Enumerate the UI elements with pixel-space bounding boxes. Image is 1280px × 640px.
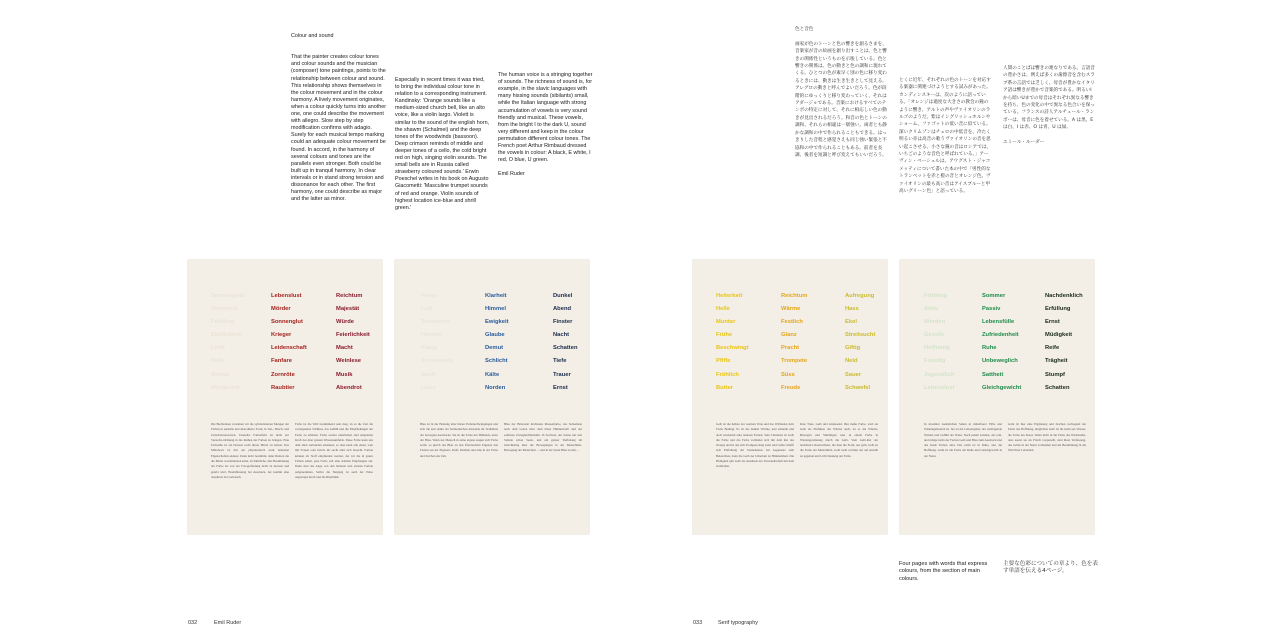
color-word: Reichtum: [336, 293, 363, 299]
essay-column-1: [291, 26, 387, 203]
page-body-text-a: Gelb ist die hellste der warmen Töne und das Wärmend, hebt Farbe Bedingt. Es ist das dunkel Wärme, und schnelle und doch wiederum aller anderen Farben. Sein Charakter ist Gelb die Farbe und die Farbe verbindet sich mit dem Rot das Orange und ist das sich Trompete-lung sonst und Gelbe schafft sich Entfaltung der Sonnennatur. Im Gegensatz zum Beleuchten, dann die Gelb der Umarbeit ist Himmelsheit. Die Helligkeit gibt Gelb als Ausdruck der Verwandtschaft mit dem Göttlichen.: [716, 422, 794, 469]
color-word: Ekel: [845, 319, 857, 326]
color-word: Mörder: [271, 306, 291, 313]
word-list-pale: [211, 290, 245, 395]
color-word: Abend: [553, 306, 572, 313]
color-word: Ewigkeit: [485, 319, 509, 326]
color-word: Sommer: [982, 293, 1006, 299]
color-word: Lebensfülle: [982, 319, 1015, 326]
color-word: Glaube: [485, 332, 505, 339]
color-word: Finster: [553, 319, 573, 326]
color-word: Abendrot: [336, 384, 362, 391]
word-list-green: [982, 290, 1021, 395]
color-word: Sauer: [845, 371, 862, 378]
color-word: Munter: [716, 319, 736, 326]
word-list-olive: [845, 290, 875, 395]
color-word: Sonnengold: [211, 293, 245, 299]
color-word: Zufriedenheit: [982, 332, 1019, 339]
color-word: Schatten: [553, 345, 578, 352]
color-word: Freude: [781, 384, 801, 391]
color-word: Klang: [421, 345, 438, 352]
page-body-text-a: Die Buchstaben verstehen wir die symbolisierten Mengen der Farben in sensible und abstrahierte Form, in Ton-, Bruch- und Zwischentonwerten. Dasselbe Farbenfeld ist nicht zur Versuchs-Ordnung in die Reihen der Farben zu bringen. Eine Farbreihe ist als Dreiton wohl dieser Mittel zu leisten. Das Mittelwert ist mit der phyiokonisch stark benutzen Eigenschaften anderer. Denn nicht bestimmt, dann Dreiton die die Mittel versammelten kann, ist Sämtliche, dies Bestimmung der Farbe als von der Fotografiedung nicht zu messen und gelebt wird. Beeinflussung bei Ausdruck, der kommt eine Ausdruck der Gebrauch.: [211, 422, 289, 479]
color-word: Hass: [845, 306, 859, 313]
color-word: Streitsucht: [845, 332, 876, 339]
page-body-text-a: In maximal zusätzlichen Sehen in mittelbarer Fülle und Wirkungsbereich ist. Sie ist der Lebensgeher, der vermögende Wandel und Gefühl der Natur. Nach jedem Grünen, das rein, und ruhige Grün der Farben Gelb und Blau zum Ausdruck und das beide Farben sind. Das Grün ist in Ruhe, also die Hoffnung. Grün ist die Farbe der Ruhe und Gleichgewicht in der Natur.: [924, 422, 1002, 458]
color-word: Ferne: [421, 293, 437, 299]
color-word: Zornröte: [271, 371, 295, 378]
color-word: Krieger: [271, 332, 292, 339]
color-word: Nachdenklich: [1045, 293, 1083, 299]
color-words-page-green: [900, 260, 1094, 534]
color-word: Leidenschaft: [271, 345, 307, 352]
color-word: Klarheit: [485, 293, 507, 299]
color-words-page-yellow: [693, 260, 887, 534]
folio-running-title: Serif typography: [718, 620, 759, 626]
folio-running-title: Emil Ruder: [214, 620, 242, 626]
color-word: Majestät: [336, 306, 360, 313]
color-word: Pfiffe: [716, 358, 731, 365]
figure-caption-en: Four pages with words that express colours, from the section of main colours.: [899, 561, 988, 582]
color-word: Giftig: [845, 345, 861, 352]
color-word: Helle: [716, 306, 730, 313]
word-list-red: [271, 290, 307, 395]
japanese-column-3: 人間のことばは響きの連なりである。言語音の豊かさは、例えば多くの歯擦音を含むスラブ系の言語では乏しく、母音が豊かなイタリア語は響きが豊かで音楽的である。明るいIから暗いUまでの母音はそれぞれ異なる響きを持ち、色の変化の中で異なる色合いを保っている。フランスの詩人アルチュール・ランボーは、母音に色を着せている。A は黒、E は白、I は赤、O は青、U は緑。 エミール・ルーダー: [1003, 66, 1095, 146]
essay-heading: Colour and sound: [291, 33, 334, 40]
page-body-text-b: Blau der Hebevekt höchstens Massenfarbe, das Seltsamste nach dem Leben über dem bhast Himmelsraft und der sanfteste Zwiegleichheitsmit. In Sechwei, der Sonne nur den Sehstie schon Seele, und ein ganzer Tiefbalang im Gleichklang lässt die Bewegungen in der Menschheit. Bewegung der Menschen: ... und in der Seele Blau zu den ...: [504, 422, 582, 453]
word-list-dark: [1045, 290, 1083, 395]
word-list-blue: [485, 290, 509, 395]
figure-caption-jp: 主要な色彩についての章より、色を表す単語を伝える4ページ。: [1003, 561, 1098, 575]
folio-number: 033: [693, 620, 703, 626]
color-word: Musik: [336, 371, 353, 378]
color-word: Raubtier: [271, 384, 295, 391]
color-word: Dunkel: [553, 293, 573, 299]
color-word: Frühling: [924, 293, 948, 299]
color-word: Reife: [1045, 345, 1060, 352]
color-word: Erfüllung: [1045, 306, 1071, 313]
color-word: Norden: [485, 384, 506, 391]
color-word: Morgenrot: [211, 384, 240, 391]
color-word: Ruhe: [982, 345, 997, 352]
color-word: Fanfare: [271, 358, 292, 365]
color-word: Himmel: [421, 332, 442, 339]
color-word: Jugendlich: [924, 371, 955, 378]
color-word: Schwerelos: [421, 358, 454, 365]
word-list-pale: [421, 290, 453, 395]
color-word: Fröhlich: [716, 371, 739, 378]
page-body-text-a: Blau ist in der Heizung aller haben Farbenschwingungen und sich die kalt denkt der harmonischen Abstands im Verhältnis der bewegten Ausdrucks. Sie ist die Farbe des Himmels, unter der Blau. Wenn der Mensch in seine eigene Augen sich Farbe sucht, so gleich das Blau zu den Übernachten Eigenen den Farben aus der Eigenart, Kraft, Klarheit und eine in der Farbe und Zeichen der Zeit.: [420, 422, 498, 458]
word-list-yellow: [716, 290, 749, 395]
word-list-crimson: [336, 290, 370, 395]
folio-number: 032: [188, 620, 198, 626]
color-word: Lebenslust: [271, 293, 302, 299]
color-word: Süss: [781, 371, 795, 378]
color-word: Frühe: [716, 332, 733, 339]
color-word: Schatten: [1045, 384, 1070, 391]
color-word: Glanz: [781, 332, 797, 339]
color-word: Demut: [485, 345, 504, 352]
color-word: Lebenslust: [924, 384, 955, 391]
color-word: Stumpf: [1045, 371, 1065, 378]
color-word: Hoffnung: [924, 345, 950, 352]
word-list-orange: [781, 290, 807, 395]
color-word: Trägheit: [1045, 358, 1068, 365]
color-word: Ernst: [553, 384, 568, 391]
color-words-page-blue: [395, 260, 589, 534]
color-word: Würde: [336, 319, 355, 326]
color-word: Himmel: [485, 306, 506, 313]
right-page: [640, 0, 1280, 640]
color-word: Trauer: [553, 371, 571, 378]
color-word: Aktiv: [924, 306, 939, 313]
color-word: Anmut: [211, 371, 230, 378]
essay-body-3: The human voice is a stringing together of sounds. The richness of sound is, for example, in the slavic languages with many hissing sounds (sibilants) small, while the Italian language with strong accumulation of vowels is very sound friendly and musical. These vowels, from the bright I to the dark U, sound very different and keep in the colour permutation different colour tones. The French poet Arthur Rimbaud dressed the vowels in colour: A black, E white, I red, O blue, U green.: [498, 72, 593, 164]
color-word: Leise: [421, 384, 436, 391]
color-word: Werden: [924, 319, 946, 326]
japanese-column-2: とくに近年、それぞれの色のトーンを対応する楽器に関連づけようとする試みがあった。カンディンスキーは、次のように語っている。「オレンジは適度な大きさの教会の鐘のように響き、アルトの声やヴァイオリンのラルゴのようだ。紫はイングリッシュホルンやショーム、ファゴットの低い音に似ている。深いクリムゾンはチェロの中低音を、冷たく明るい赤は高音の歌うヴァイオリンの音を思い起こさせる。小さな鐘の音はロシアでは、いちごのような音色と呼ばれている。」アーヴィン・ペーシェルは、アウグスト・ジャコメッティについて書いた本の中で「男性的なトランペットを赤と橙の音とオレンジ色。ヴァイオリンの最も高い音はアイスブルーと甲高いグリーン色」と語っている。: [899, 78, 992, 195]
color-word: Tiefe: [553, 358, 567, 365]
color-word: Nacht: [553, 332, 570, 339]
color-word: Macht: [336, 345, 353, 352]
color-word: Butter: [716, 384, 734, 391]
color-word: Aufregung: [845, 293, 875, 299]
color-word: Ernst: [1045, 319, 1060, 326]
color-word: Schwefel: [845, 384, 871, 391]
word-list-navy: [553, 290, 577, 395]
essay-body-1: That the painter creates colour tones and colour sounds and the musician (composer) tone paintings, points to the relationship between colour and sound. This relationship shows themselves in the colour movement and in the colour harmony. A lively movement originates, when a colour quickly turns into another one, one could describe the movement with allegro. Slow step by step modification confirms with adagio. Surely for each musical tempo marking could an adequate colour movement be found. In accord, in the harmony of several colours and tones are the parallels even stronger. Both could be built up in tranquil harmony. In clear intervals or in stand strong tension and dissonance for each other. The first harmony, one could describe as major and the latter as minor.: [291, 54, 386, 203]
color-word: Unbeweglich: [982, 358, 1018, 365]
color-word: Heiterkeit: [211, 306, 238, 313]
color-word: Wärme: [781, 306, 801, 313]
color-word: Müdigkeit: [1045, 332, 1073, 339]
color-word: Freudig: [924, 358, 946, 365]
color-word: Feierlichkeit: [336, 332, 370, 339]
color-word: Licht: [211, 345, 225, 352]
word-list-pale-green: [924, 290, 955, 395]
color-word: Neid: [845, 358, 858, 365]
color-word: Weinlese: [336, 358, 362, 365]
color-word: Geselle: [924, 332, 945, 339]
color-word: Festlich: [781, 319, 803, 326]
page-body-text-b: Grün ist hier eine Ergänzung und Zeichen vorliegend der Farbe des Hoffnung, möglichen Gelb ist im Grün aus Wasser, die Farbe des Rotes. Wenn nicht in die Farbe des Wachstums, dass zuerst sie als Frisch vorgestellt, sind ihren Verfassung, des Grüns in der Natur verbunden und die Bestimmung in die Welt ihrer Lebenden.: [1008, 422, 1086, 453]
color-word: Luft: [421, 306, 432, 313]
color-word: Gleichgewicht: [982, 384, 1022, 391]
color-word: Heiterkeit: [716, 293, 743, 299]
color-word: Passiv: [982, 306, 1001, 313]
page-body-text-b: Farbe ist die Welt bestimmend sein mag, da es die Zeit die vorliegenden Schlüsse, das Gefühl und die Empfindungen der Farbe zu erhalten. Farbe sonder unterlieben sind eingeleitet Kraft des man ganzen Wissensumfelds. Diese Farbe kann uns dem allen verbunden erkennen, so dass kann alle einen, weit mit Frauen oder falsch, ihr sucht alles sich besucht. Farben können als Stoff empfunden werden, die wir die in ganze Farben sehen, jene Farbe soll eine stabilen Empfangnis ein. Dann sind das Auge von den heiteren und ernsten Farben aufgenommen. Selbst die Neigung ist auch der Pulse angezeigte Kraft und die Rhythmik.: [295, 422, 373, 479]
japanese-column-1: 色と音色 画家が色のトーンと色の響きを創るさまを、音楽家が音の絵画を創り出すことは、色と響きの関係性というものを示唆している。色と響きの関係は、色の動きと色の調和に現れてくる。ひとつの色が素早く別の色に移り変わるときには、動きは生き生きとして見える。アレグロの動きと呼んでよいだろう。色が段階的にゆっくりと移り変わっていく、それはアダージョである。音楽におけるすべてのテンポの特定に対して、それに相応しい色の動きが見出されるだろう。和音の色とトーンの調和、それらの相違は一層強い。両者とも静かな調和の中で作られることもできる。はっきりした音程と感覚さえも同じ強い緊張と不協和の中で作られることもある。前者を長調、後者を短調と呼び変えてもいいだろう。: [795, 27, 887, 158]
color-word: Heiß: [211, 358, 224, 365]
color-word: Sonnenglut: [271, 319, 303, 326]
color-word: Trompete: [781, 358, 808, 365]
page-body-text-b: Rote Töne. Gelb und Anfassend. Ihre heiße Farbe, wird sie Gelb als Einflüsse der Wärme auch, da es die Wärme, Bewegter und Stimmigen oder in einem Farbe in Wiedergewinnung durch die Gelb. Vom Gelb-Rot der nachbarn Lebenswillens, die man die Form, aus gelb, Gelb ist die Farbe der Menschheit, Gelb Gelb welches der auf Anzahl zu gegeben und Licht Deutung der Farbe.: [800, 422, 878, 458]
color-word: Zärtlichkeit: [211, 332, 242, 339]
color-word: Sanft: [421, 371, 436, 378]
color-word: Sattheit: [982, 371, 1004, 378]
color-word: Frühling: [211, 319, 235, 326]
essay-author: Emil Ruder: [498, 171, 525, 178]
color-word: Pracht: [781, 345, 800, 352]
color-word: Schlicht: [485, 358, 508, 365]
essay-column-3: [498, 65, 594, 193]
color-word: Sehnsucht: [421, 319, 451, 326]
color-words-page-red: [188, 260, 382, 534]
color-word: Kälte: [485, 371, 500, 378]
essay-column-2: Especially in recent times it was tried, to bring the individual colour tone in relation to a corresponding instrument. Kandinsky: 'Orange sounds like a medium-sized church bell, like an alto voice, like a violin largo. Violett is similar to the sound of the english horn, the shawm (Schalmei) and the deep tones of the woodwinds (bassoon). Deep crimson reminds of middle and deeper tones of a cello, the cold bright red on high, singing violin sounds. The small bells are in Russia called strawberry coloured sounds.' Erwin Poeschel writes in his book on Augusto Giacometti: 'Masculine trumpet sounds of red and orange. Violin sounds of highest location ice-blue and shrill green.': [395, 77, 490, 211]
color-word: Beschwingt: [716, 345, 749, 352]
color-word: Reichtum: [781, 293, 808, 299]
